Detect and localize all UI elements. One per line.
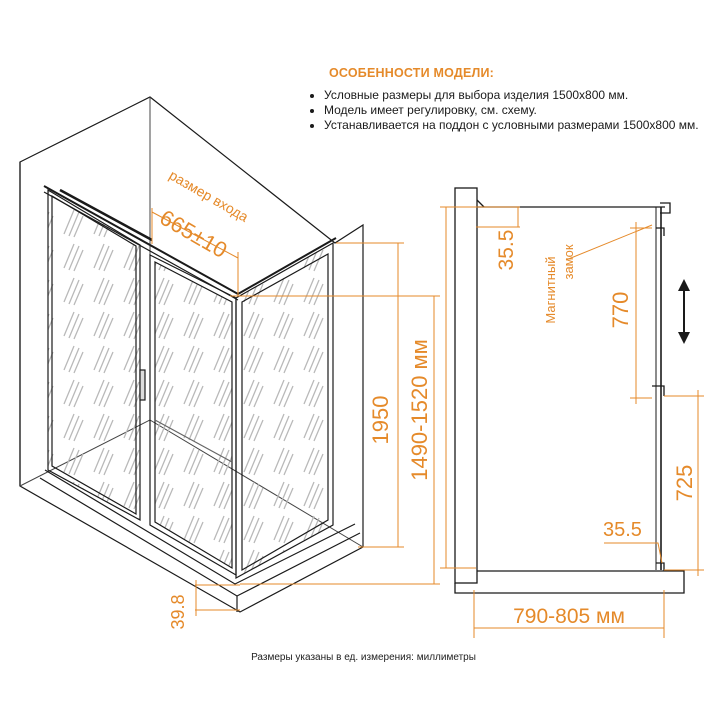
tray-section bbox=[455, 571, 684, 593]
feature-item: • Условные размеры для выбора изделия 1500х800 мм. bbox=[324, 88, 716, 103]
height-value: 1950 bbox=[368, 395, 393, 445]
tray-gap-value: 39.8 bbox=[168, 594, 188, 630]
magnet-label-line1: Магнитный bbox=[543, 256, 558, 324]
top-gap-value: 35.5 bbox=[495, 229, 518, 271]
features-title: ОСОБЕННОСТИ МОДЕЛИ: bbox=[329, 66, 494, 80]
width-range: 1490-1520 мм bbox=[407, 339, 432, 481]
lower-section-value: 725 bbox=[672, 464, 697, 502]
wall-section bbox=[455, 188, 477, 583]
side-panel bbox=[236, 243, 333, 578]
depth-range: 790-805 мм bbox=[513, 605, 625, 628]
bottom-gap-value: 35.5 bbox=[603, 519, 642, 541]
bottom-gap-leader bbox=[604, 543, 662, 563]
entry-value: 665±10 bbox=[155, 204, 232, 263]
isometric-view bbox=[20, 97, 363, 612]
magnet-leader bbox=[566, 225, 652, 260]
feature-item: • Модель имеет регулировку, см. схему. bbox=[324, 103, 716, 118]
entry-label: размер входа bbox=[166, 166, 252, 225]
door-handle bbox=[140, 370, 145, 400]
magnet-label-line2: замок bbox=[561, 244, 576, 280]
units-footnote: Размеры указаны в ед. измерения: миллиметры bbox=[251, 652, 476, 663]
upper-section-value: 770 bbox=[608, 291, 633, 329]
feature-item: • Устанавливается на поддон с условными размерами 1500х800 мм. bbox=[324, 118, 716, 133]
